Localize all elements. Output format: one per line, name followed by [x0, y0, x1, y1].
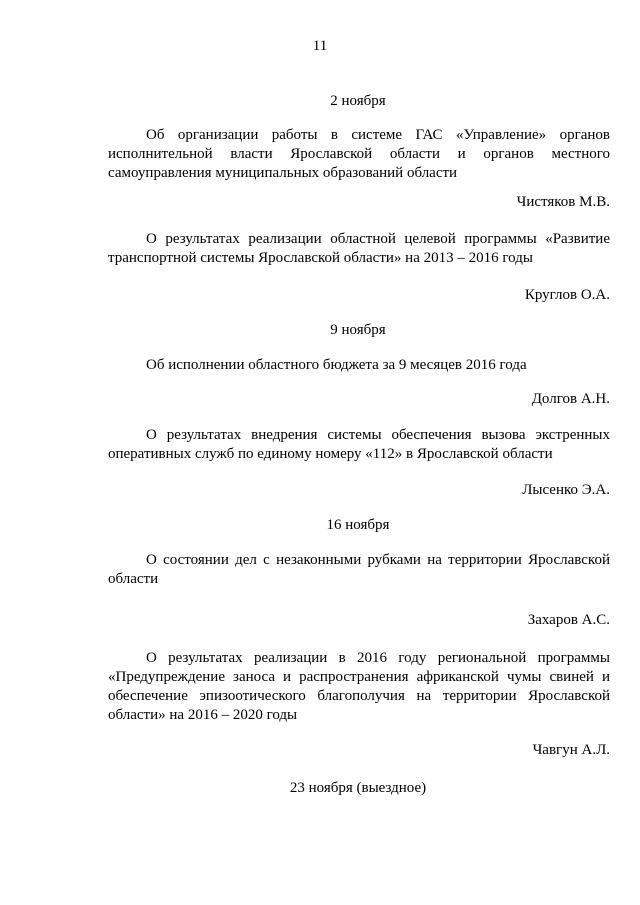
speaker-lysenko: Лысенко Э.А.	[522, 482, 610, 498]
speaker-chavgun: Чавгун А.Л.	[532, 742, 610, 758]
agenda-item-illegal-logging: О состоянии дел с незаконными рубками на территории Ярославской области	[108, 552, 610, 587]
page-number: 11	[312, 38, 328, 54]
speaker-chistyakov: Чистяков М.В.	[516, 194, 610, 210]
agenda-item-regional-budget: Об исполнении областного бюджета за 9 месяцев 2016 года	[146, 357, 527, 373]
agenda-item-emergency-112: О результатах внедрения системы обеспечения вызова экстренных оперативных служб по единому номеру «112» в Ярославской области	[108, 427, 610, 462]
agenda-item-transport-program: О результатах реализации областной целевой программы «Развитие транспортной системы Ярославской области» на 2013 – 2016 годы	[108, 231, 610, 266]
agenda-item-gas-upravlenie: Об организации работы в системе ГАС «Управление» органов исполнительной власти Ярославской области и органов местного самоуправления муниципальных образований области	[108, 127, 610, 181]
date-heading-2-november: 2 ноября	[330, 93, 386, 109]
speaker-kruglov: Круглов О.А.	[524, 287, 610, 303]
date-heading-16-november: 16 ноября	[326, 517, 390, 533]
date-heading-9-november: 9 ноября	[330, 322, 386, 338]
speaker-zakharov: Захаров А.С.	[527, 612, 610, 628]
speaker-dolgov: Долгов А.Н.	[531, 391, 610, 407]
date-heading-23-november: 23 ноября (выездное)	[289, 780, 427, 796]
agenda-item-african-swine-fever: О результатах реализации в 2016 году региональной программы «Предупреждение заноса и распространения африканской чумы свиней и обеспечение эпизоотического благополучия на территории Ярославской области» на 2016 – 2020 годы	[108, 650, 610, 723]
